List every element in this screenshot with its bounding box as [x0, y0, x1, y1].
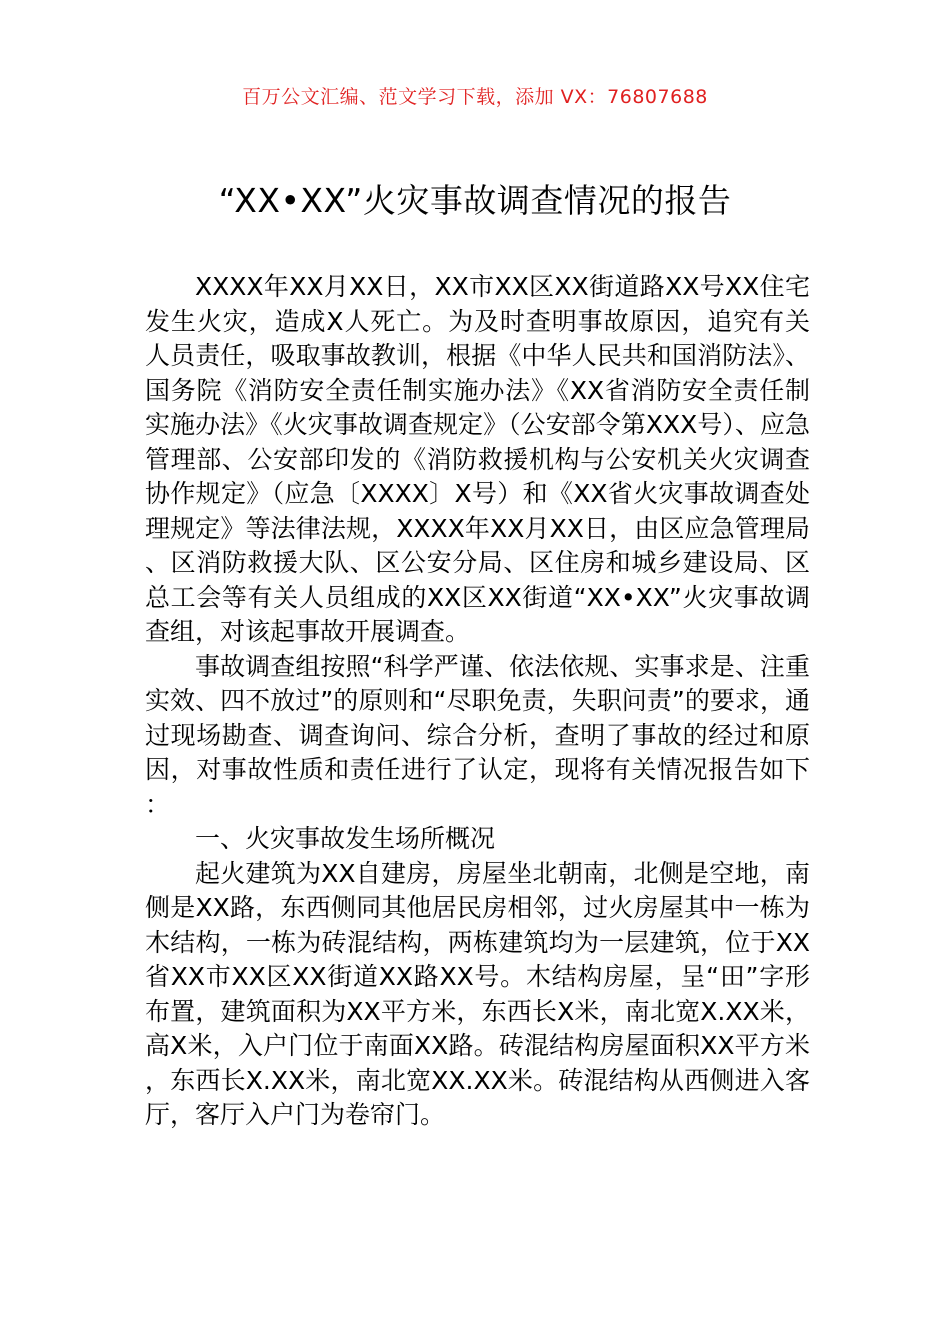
paragraph-principles: 事故调查组按照“科学严谨、依法依规、实事求是、注重实效、四不放过”的原则和“尽职免责，失职问责”的要求，通过现场勘查、调查询问、综合分析，查明了事故的经过和原因，对事故性质和责任进行了认定，现将有关情况报告如下：	[145, 651, 810, 819]
document-body	[145, 270, 810, 1133]
header-banner: 百万公文汇编、范文学习下载，添加 VX：76807688	[242, 86, 708, 108]
paragraph-site-overview: 起火建筑为XX自建房，房屋坐北朝南，北侧是空地，南侧是XX路，东西侧同其他居民房相邻，过火房屋其中一栋为木结构，一栋为砖混结构，两栋建筑均为一层建筑，位于XX省XX市XX区XX街道XX路XX号。木结构房屋，呈“田”字形布置，建筑面积为XX平方米，东西长X米，南北宽X.XX米，高X米，入户门位于南面XX路。砖混结构房屋面积XX平方米，东西长X.XX米，南北宽XX.XX米。砖混结构从西侧进入客厅，客厅入户门为卷帘门。	[145, 858, 810, 1129]
section-heading: 一、火灾事故发生场所概况	[195, 824, 496, 853]
document-title: “XX•XX”火灾事故调查情况的报告	[218, 181, 732, 220]
paragraph-intro: XXXX年XX月XX日，XX市XX区XX街道路XX号XX住宅发生火灾，造成X人死亡。为及时查明事故原因，追究有关人员责任，吸取事故教训，根据《中华人民共和国消防法》、国务院《消防安全责任制实施办法》《XX省消防安全责任制实施办法》《火灾事故调查规定》（公安部令第XXX号）、应急管理部、公安部印发的《消防救援机构与公安机关火灾调查协作规定》（应急〔XXXX〕X号）和《XX省火灾事故调查处理规定》等法律法规，XXXX年XX月XX日，由区应急管理局、区消防救援大队、区公安分局、区住房和城乡建设局、区总工会等有关人员组成的XX区XX街道“XX•XX”火灾事故调查组，对该起事故开展调查。	[145, 272, 810, 646]
